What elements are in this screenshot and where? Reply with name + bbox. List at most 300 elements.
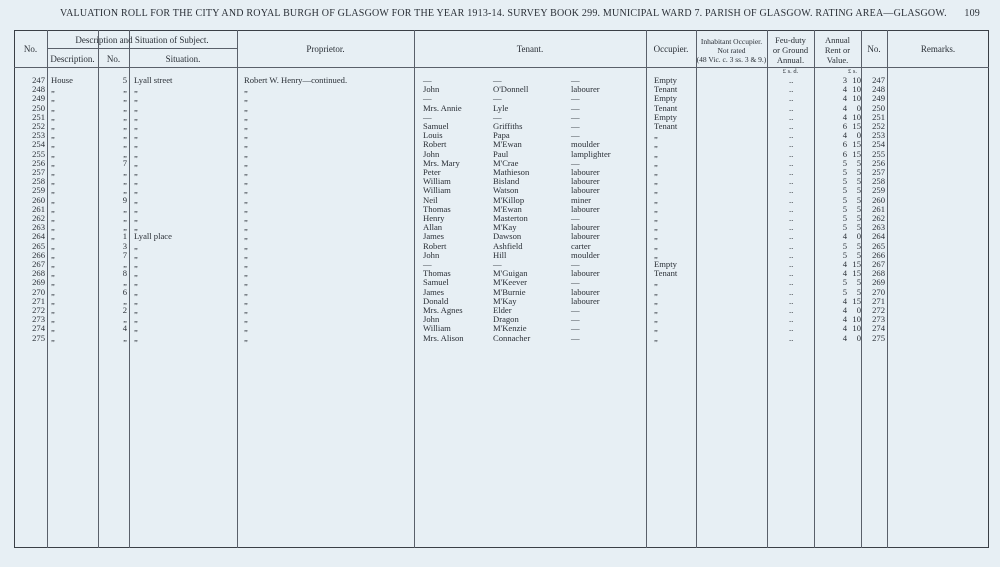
situation-cell: „: [134, 121, 138, 131]
tenant-surname-cell: Connacher: [493, 332, 531, 343]
occupier-cell: „: [654, 194, 658, 205]
row-number-right: 248: [872, 84, 885, 95]
rent-shillings-cell: 5: [856, 222, 861, 233]
row-number-right: 268: [872, 268, 885, 279]
tenant-occupation-cell: —: [571, 277, 580, 288]
occupier-cell: „: [654, 139, 658, 150]
row-number-right: 257: [872, 167, 885, 177]
occupier-cell: „: [654, 167, 658, 177]
feu-duty-cell: ..: [789, 295, 794, 306]
row-number-right: 261: [872, 203, 885, 214]
rent-pounds-cell: 5: [842, 194, 847, 205]
row-number: 269: [32, 277, 45, 288]
feu-duty-cell: ..: [789, 93, 794, 104]
feu-duty-cell: ..: [789, 213, 794, 223]
tenant-surname-cell: —: [493, 75, 502, 85]
row-number-right: 275: [872, 332, 885, 343]
rent-shillings-cell: 0: [856, 102, 861, 113]
tenant-surname-cell: M'Kay: [493, 295, 517, 306]
house-number-cell: „: [123, 176, 127, 187]
occupier-cell: Tenant: [654, 84, 678, 95]
rent-pounds-cell: 4: [842, 268, 847, 279]
situation-cell: „: [134, 286, 138, 297]
row-number: 263: [32, 222, 45, 233]
page-header: [60, 8, 980, 22]
tenant-occupation-cell: labourer: [571, 84, 600, 95]
description-cell: „: [51, 167, 55, 177]
description-cell: „: [51, 185, 55, 196]
house-number-cell: „: [123, 93, 127, 104]
house-number-cell: „: [123, 111, 127, 122]
row-number-right: 274: [872, 323, 885, 334]
feu-duty-cell: ..: [789, 167, 794, 177]
tenant-first-name-cell: —: [423, 111, 432, 122]
rent-pounds-cell: 4: [842, 102, 847, 113]
occupier-cell: „: [654, 203, 658, 214]
feu-duty-cell: ..: [789, 332, 794, 343]
tenant-surname-cell: Bisland: [493, 176, 520, 187]
header-description: Description.: [50, 54, 95, 64]
tenant-surname-cell: M'Kenzie: [493, 323, 527, 334]
tenant-occupation-cell: labourer: [571, 222, 600, 233]
tenant-occupation-cell: lamplighter: [571, 148, 611, 159]
feu-duty-cell: ..: [789, 240, 794, 251]
rent-shillings-cell: 15: [852, 139, 861, 150]
row-number: 265: [32, 240, 45, 251]
situation-cell: „: [134, 148, 138, 159]
row-number-right: 255: [872, 148, 885, 159]
tenant-surname-cell: Watson: [493, 185, 519, 196]
occupier-cell: Empty: [654, 259, 677, 269]
proprietor-cell: „: [244, 332, 248, 343]
feu-duty-cell: ..: [789, 111, 794, 122]
rent-pounds-cell: 5: [842, 203, 847, 214]
proprietor-cell: „: [244, 286, 248, 297]
tenant-occupation-cell: labourer: [571, 286, 600, 297]
rent-shillings-cell: 10: [852, 93, 861, 104]
feu-duty-cell: ..: [789, 268, 794, 279]
tenant-occupation-cell: labourer: [571, 231, 600, 242]
feu-duty-cell: ..: [789, 259, 794, 269]
row-number: 250: [32, 102, 45, 113]
tenant-surname-cell: M'Kay: [493, 222, 517, 233]
proprietor-cell: Robert W. Henry—continued.: [244, 75, 348, 85]
tenant-occupation-cell: —: [571, 323, 580, 334]
row-number: 262: [32, 213, 45, 223]
tenant-surname-cell: Dragon: [493, 314, 519, 325]
description-cell: „: [51, 203, 55, 214]
tenant-surname-cell: M'Ewan: [493, 139, 522, 150]
tenant-first-name-cell: Mrs. Agnes: [423, 305, 463, 315]
situation-cell: „: [134, 102, 138, 113]
feu-duty-cell: ..: [789, 194, 794, 205]
table-row: [15, 334, 988, 343]
occupier-cell: „: [654, 332, 658, 343]
tenant-first-name-cell: Thomas: [423, 203, 451, 214]
header-proprietor: Proprietor.: [306, 44, 345, 54]
occupier-cell: „: [654, 222, 658, 233]
feu-duty-cell: ..: [789, 185, 794, 196]
rent-pounds-cell: 5: [842, 185, 847, 196]
description-cell: „: [51, 213, 55, 223]
occupier-cell: Tenant: [654, 102, 678, 113]
row-number-right: 260: [872, 194, 885, 205]
row-number: 258: [32, 176, 45, 187]
rent-shillings-cell: 0: [856, 130, 861, 141]
proprietor-cell: „: [244, 194, 248, 205]
rent-pounds-cell: 4: [842, 84, 847, 95]
occupier-cell: „: [654, 185, 658, 196]
house-number-cell: „: [123, 314, 127, 325]
rent-pounds-cell: 5: [842, 249, 847, 260]
description-cell: „: [51, 111, 55, 122]
rent-pounds-cell: 5: [842, 176, 847, 187]
house-number-cell: 7: [122, 249, 127, 260]
rent-shillings-cell: 0: [856, 332, 861, 343]
row-number: 274: [32, 323, 45, 334]
tenant-surname-cell: Dawson: [493, 231, 522, 242]
feu-duty-cell: ..: [789, 75, 794, 85]
rent-shillings-cell: 10: [852, 314, 861, 325]
tenant-first-name-cell: Peter: [423, 167, 441, 177]
description-cell: „: [51, 102, 55, 113]
feu-duty-cell: ..: [789, 314, 794, 325]
rent-pounds-cell: 6: [842, 121, 847, 131]
rent-pounds-cell: 4: [842, 323, 847, 334]
row-number: 251: [32, 111, 45, 122]
tenant-occupation-cell: labourer: [571, 185, 600, 196]
header-feu-line3: Annual.: [776, 55, 805, 65]
tenant-surname-cell: —: [493, 259, 502, 269]
occupier-cell: „: [654, 277, 658, 288]
occupier-cell: „: [654, 130, 658, 141]
feu-duty-cell: ..: [789, 121, 794, 131]
header-tenant: Tenant.: [516, 44, 544, 54]
situation-cell: „: [134, 157, 138, 168]
rent-pounds-cell: 4: [842, 295, 847, 306]
row-number-right: 272: [872, 305, 885, 315]
row-number-right: 269: [872, 277, 885, 288]
tenant-surname-cell: Hill: [493, 249, 507, 260]
rent-units: £ s.: [847, 68, 857, 75]
header-number: No.: [106, 54, 121, 64]
tenant-surname-cell: Lyle: [493, 102, 509, 113]
tenant-first-name-cell: Thomas: [423, 268, 451, 279]
proprietor-cell: „: [244, 314, 248, 325]
description-cell: „: [51, 130, 55, 141]
tenant-surname-cell: Elder: [493, 305, 512, 315]
tenant-first-name-cell: Donald: [423, 295, 449, 306]
header-description-group: Description and Situation of Subject.: [75, 35, 209, 45]
row-number: 272: [32, 305, 45, 315]
situation-cell: „: [134, 130, 138, 141]
house-number-cell: „: [123, 295, 127, 306]
header-rent-line2: Rent or: [824, 45, 851, 55]
house-number-cell: 5: [122, 75, 127, 85]
description-cell: „: [51, 84, 55, 95]
row-number-right: 253: [872, 130, 885, 141]
house-number-cell: „: [123, 139, 127, 150]
rent-shillings-cell: 15: [852, 148, 861, 159]
rent-pounds-cell: 5: [842, 222, 847, 233]
proprietor-cell: „: [244, 102, 248, 113]
tenant-occupation-cell: miner: [571, 194, 592, 205]
feu-duty-cell: ..: [789, 286, 794, 297]
situation-cell: „: [134, 176, 138, 187]
header-remarks: Remarks.: [920, 44, 956, 54]
rent-pounds-cell: 4: [842, 332, 847, 343]
tenant-first-name-cell: Samuel: [423, 121, 449, 131]
feu-duty-cell: ..: [789, 84, 794, 95]
house-number-cell: „: [123, 185, 127, 196]
proprietor-cell: „: [244, 259, 248, 269]
proprietor-cell: „: [244, 268, 248, 279]
rent-shillings-cell: 5: [856, 167, 861, 177]
tenant-surname-cell: M'Crae: [493, 157, 519, 168]
situation-cell: „: [134, 259, 138, 269]
occupier-cell: „: [654, 286, 658, 297]
rent-shillings-cell: 0: [856, 305, 861, 315]
row-number-right: 258: [872, 176, 885, 187]
occupier-cell: „: [654, 295, 658, 306]
row-number: 261: [32, 203, 45, 214]
situation-cell: „: [134, 249, 138, 260]
tenant-occupation-cell: —: [571, 102, 580, 113]
occupier-cell: „: [654, 249, 658, 260]
row-number-right: 251: [872, 111, 885, 122]
rent-shillings-cell: 10: [852, 84, 861, 95]
rent-shillings-cell: 5: [856, 176, 861, 187]
rent-shillings-cell: 5: [856, 277, 861, 288]
tenant-surname-cell: Paul: [493, 148, 509, 159]
tenant-occupation-cell: —: [571, 259, 580, 269]
description-cell: „: [51, 295, 55, 306]
feu-units: £ s. d.: [782, 68, 799, 75]
feu-duty-cell: ..: [789, 222, 794, 233]
header-no: No.: [23, 44, 38, 54]
occupier-cell: „: [654, 314, 658, 325]
tenant-first-name-cell: Mrs. Alison: [423, 332, 464, 343]
header-feu-line2: or Ground: [772, 45, 809, 55]
rent-pounds-cell: 5: [842, 167, 847, 177]
feu-duty-cell: ..: [789, 231, 794, 242]
tenant-first-name-cell: Allan: [423, 222, 443, 233]
tenant-occupation-cell: —: [571, 93, 580, 104]
situation-cell: „: [134, 222, 138, 233]
description-cell: „: [51, 93, 55, 104]
description-cell: „: [51, 176, 55, 187]
tenant-occupation-cell: labourer: [571, 268, 600, 279]
proprietor-cell: „: [244, 130, 248, 141]
proprietor-cell: „: [244, 213, 248, 223]
tenant-surname-cell: Masterton: [493, 213, 528, 223]
rent-shillings-cell: 15: [852, 121, 861, 131]
rent-pounds-cell: 6: [842, 139, 847, 150]
situation-cell: „: [134, 203, 138, 214]
description-cell: „: [51, 323, 55, 334]
description-cell: „: [51, 231, 55, 242]
row-number: 253: [32, 130, 45, 141]
occupier-cell: „: [654, 323, 658, 334]
rent-pounds-cell: 5: [842, 286, 847, 297]
proprietor-cell: „: [244, 176, 248, 187]
row-number: 252: [32, 121, 45, 131]
situation-cell: „: [134, 277, 138, 288]
tenant-first-name-cell: William: [423, 176, 451, 187]
tenant-surname-cell: Mathieson: [493, 167, 530, 177]
row-number-right: 252: [872, 121, 885, 131]
situation-cell: „: [134, 240, 138, 251]
tenant-first-name-cell: —: [423, 259, 432, 269]
description-cell: „: [51, 314, 55, 325]
proprietor-cell: „: [244, 139, 248, 150]
house-number-cell: „: [123, 148, 127, 159]
situation-cell: „: [134, 111, 138, 122]
rent-pounds-cell: 5: [842, 157, 847, 168]
house-number-cell: 7: [122, 157, 127, 168]
feu-duty-cell: ..: [789, 102, 794, 113]
header-inhabitant-line2: Not rated: [717, 46, 746, 55]
situation-cell: „: [134, 295, 138, 306]
row-number-right: 247: [872, 75, 885, 85]
situation-cell: „: [134, 314, 138, 325]
house-number-cell: „: [123, 167, 127, 177]
tenant-occupation-cell: moulder: [571, 249, 600, 260]
tenant-first-name-cell: James: [423, 231, 445, 242]
situation-cell: „: [134, 84, 138, 95]
row-number-right: 262: [872, 213, 885, 223]
feu-duty-cell: ..: [789, 277, 794, 288]
house-number-cell: „: [123, 102, 127, 113]
tenant-surname-cell: M'Burnie: [493, 286, 526, 297]
rent-shillings-cell: 15: [852, 259, 861, 269]
house-number-cell: „: [123, 222, 127, 233]
occupier-cell: Tenant: [654, 121, 678, 131]
tenant-occupation-cell: carter: [571, 240, 591, 251]
situation-cell: „: [134, 167, 138, 177]
description-cell: „: [51, 332, 55, 343]
tenant-occupation-cell: —: [571, 213, 580, 223]
header-annual-rent: [814, 35, 861, 65]
tenant-occupation-cell: moulder: [571, 139, 600, 150]
header-no-right: No.: [867, 44, 881, 54]
description-cell: „: [51, 139, 55, 150]
tenant-occupation-cell: —: [571, 111, 580, 122]
tenant-occupation-cell: labourer: [571, 203, 600, 214]
tenant-first-name-cell: William: [423, 185, 451, 196]
description-cell: „: [51, 157, 55, 168]
occupier-cell: „: [654, 176, 658, 187]
situation-cell: „: [134, 305, 138, 315]
rent-shillings-cell: 15: [852, 268, 861, 279]
row-number-right: 259: [872, 185, 885, 196]
proprietor-cell: „: [244, 240, 248, 251]
rent-pounds-cell: 4: [842, 259, 847, 269]
rent-pounds-cell: 4: [842, 305, 847, 315]
tenant-first-name-cell: Robert: [423, 139, 447, 150]
occupier-cell: „: [654, 213, 658, 223]
description-cell: „: [51, 249, 55, 260]
situation-cell: „: [134, 323, 138, 334]
tenant-occupation-cell: —: [571, 314, 580, 325]
tenant-surname-cell: Ashfield: [493, 240, 523, 251]
proprietor-cell: „: [244, 222, 248, 233]
header-feu-duty: [767, 35, 814, 65]
house-number-cell: 9: [122, 194, 127, 205]
rent-shillings-cell: 5: [856, 185, 861, 196]
occupier-cell: Empty: [654, 75, 677, 85]
tenant-occupation-cell: —: [571, 75, 580, 85]
row-number: 248: [32, 84, 45, 95]
description-cell: „: [51, 259, 55, 269]
description-cell: „: [51, 286, 55, 297]
row-number-right: 249: [872, 93, 885, 104]
row-number: 255: [32, 148, 45, 159]
tenant-first-name-cell: Mrs. Mary: [423, 157, 460, 168]
tenant-first-name-cell: —: [423, 75, 432, 85]
house-number-cell: 2: [122, 305, 127, 315]
situation-cell: Lyall street: [134, 75, 173, 85]
row-number: 247: [32, 75, 45, 85]
tenant-first-name-cell: John: [423, 249, 440, 260]
house-number-cell: 3: [122, 240, 127, 251]
rent-shillings-cell: 5: [856, 203, 861, 214]
description-cell: House: [51, 75, 73, 85]
row-number-right: 254: [872, 139, 885, 150]
tenant-first-name-cell: John: [423, 84, 440, 95]
rent-shillings-cell: 5: [856, 213, 861, 223]
header-feu-line1: Feu-duty: [775, 35, 806, 45]
tenant-first-name-cell: Henry: [423, 213, 445, 223]
rent-pounds-cell: 5: [842, 277, 847, 288]
row-number-right: 273: [872, 314, 885, 325]
situation-cell: „: [134, 93, 138, 104]
page-title: VALUATION ROLL FOR THE CITY AND ROYAL BURGH OF GLASGOW FOR THE YEAR 1913-14. SURVEY BOOK 299. MUNICIPAL WARD 7. PARISH OF GLASGOW. RATING AREA—GLASGOW.: [60, 8, 947, 19]
row-number-right: 264: [872, 231, 885, 242]
rent-shillings-cell: 10: [852, 323, 861, 334]
tenant-surname-cell: Griffiths: [493, 121, 523, 131]
occupier-cell: Empty: [654, 111, 677, 122]
rent-shillings-cell: 15: [852, 295, 861, 306]
header-subrule: [47, 48, 237, 49]
tenant-first-name-cell: —: [423, 93, 432, 104]
proprietor-cell: „: [244, 323, 248, 334]
house-number-cell: „: [123, 130, 127, 141]
tenant-first-name-cell: Samuel: [423, 277, 449, 288]
occupier-cell: Tenant: [654, 268, 678, 279]
header-occupier: Occupier.: [653, 44, 689, 54]
house-number-cell: 6: [122, 286, 127, 297]
row-number: 257: [32, 167, 45, 177]
occupier-cell: „: [654, 148, 658, 159]
proprietor-cell: „: [244, 148, 248, 159]
rent-pounds-cell: 4: [842, 111, 847, 122]
proprietor-cell: „: [244, 157, 248, 168]
header-inhabitant: [696, 37, 767, 64]
header-situation: Situation.: [165, 54, 201, 64]
row-number-right: 263: [872, 222, 885, 233]
house-number-cell: „: [123, 259, 127, 269]
tenant-surname-cell: Papa: [493, 130, 510, 141]
situation-cell: „: [134, 332, 138, 343]
rent-pounds-cell: 4: [842, 93, 847, 104]
situation-cell: „: [134, 268, 138, 279]
rent-pounds-cell: 4: [842, 130, 847, 141]
tenant-surname-cell: O'Donnell: [493, 84, 529, 95]
description-cell: „: [51, 268, 55, 279]
feu-duty-cell: ..: [789, 323, 794, 334]
tenant-occupation-cell: labourer: [571, 295, 600, 306]
